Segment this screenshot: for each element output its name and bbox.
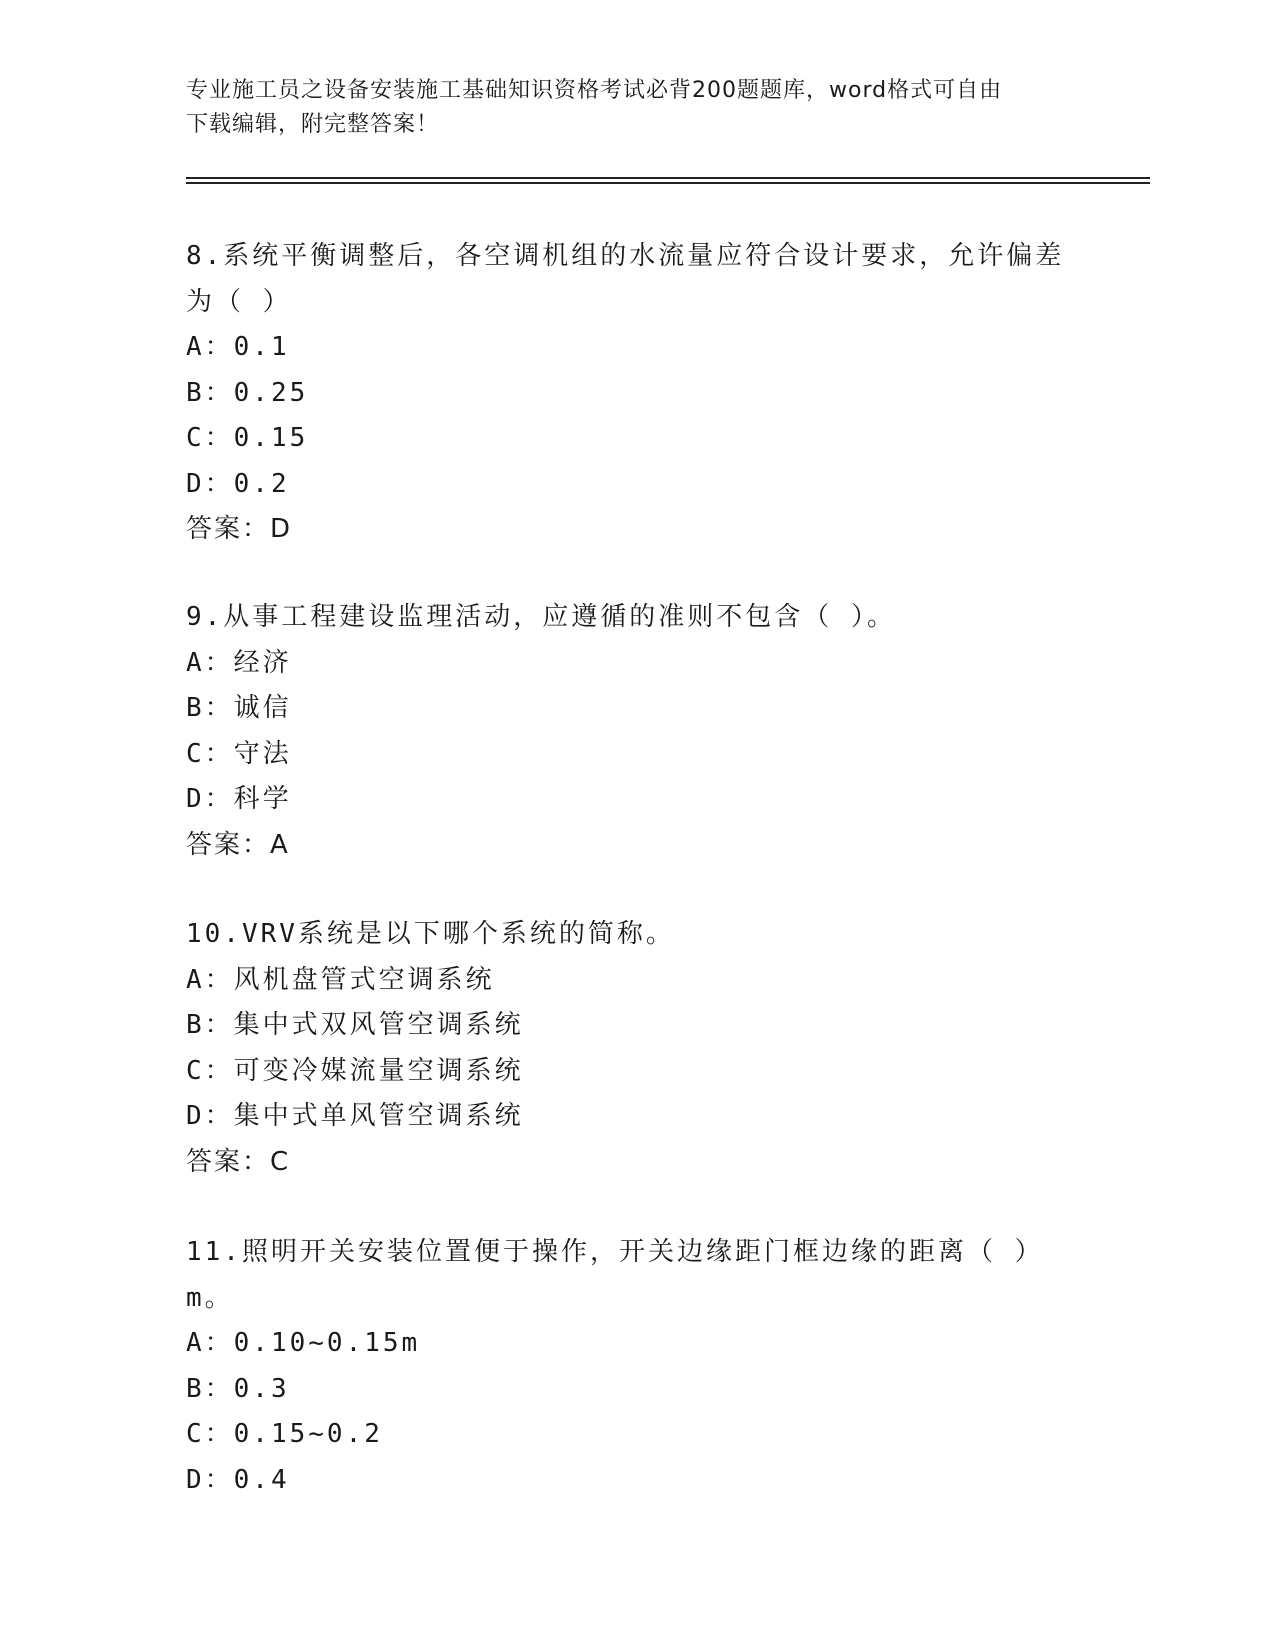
option-c: C：守法 xyxy=(186,738,292,769)
option-c: C：0.15 xyxy=(186,423,309,453)
question-11 xyxy=(186,1230,1086,1503)
document-header: 专业施工员之设备安装施工基础知识资格考试必背200题题库，word格式可自由 下载编辑，附完整答案！ xyxy=(186,78,1003,137)
option-b: B：0.3 xyxy=(186,1373,290,1404)
option-d: D：0.2 xyxy=(186,468,290,499)
header-rule-top xyxy=(186,177,1150,179)
answer: 答案：A xyxy=(186,829,290,860)
question-stem: 10.VRV系统是以下哪个系统的简称。 xyxy=(186,919,675,949)
option-a: A：经济 xyxy=(186,647,292,678)
answer: 答案：C xyxy=(186,1146,291,1177)
option-d: D：科学 xyxy=(186,784,292,814)
option-b: B：集中式双风管空调系统 xyxy=(186,1010,524,1040)
answer: 答案：D xyxy=(186,514,293,544)
question-stem: 11.照明开关安装位置便于操作，开关边缘距门框边缘的距离（ ）m。 xyxy=(186,1237,1044,1313)
option-c: C：0.15~0.2 xyxy=(186,1419,383,1449)
question-10 xyxy=(186,912,1086,1185)
option-b: B：诚信 xyxy=(186,693,292,723)
question-9 xyxy=(186,595,1086,868)
option-a: A：0.10~0.15m xyxy=(186,1328,421,1358)
option-d: D：0.4 xyxy=(186,1464,290,1495)
option-c: C：可变冷媒流量空调系统 xyxy=(186,1055,524,1086)
question-8 xyxy=(186,234,1086,553)
option-b: B：0.25 xyxy=(186,377,309,408)
question-stem: 9.从事工程建设监理活动，应遵循的准则不包含（ ）。 xyxy=(186,602,896,632)
option-a: A：风机盘管式空调系统 xyxy=(186,964,495,995)
option-a: A：0.1 xyxy=(186,332,290,362)
header-rule-bottom xyxy=(186,182,1150,184)
option-d: D：集中式单风管空调系统 xyxy=(186,1101,524,1131)
question-stem: 8.系统平衡调整后，各空调机组的水流量应符合设计要求，允许偏差为（ ） xyxy=(186,241,1065,317)
